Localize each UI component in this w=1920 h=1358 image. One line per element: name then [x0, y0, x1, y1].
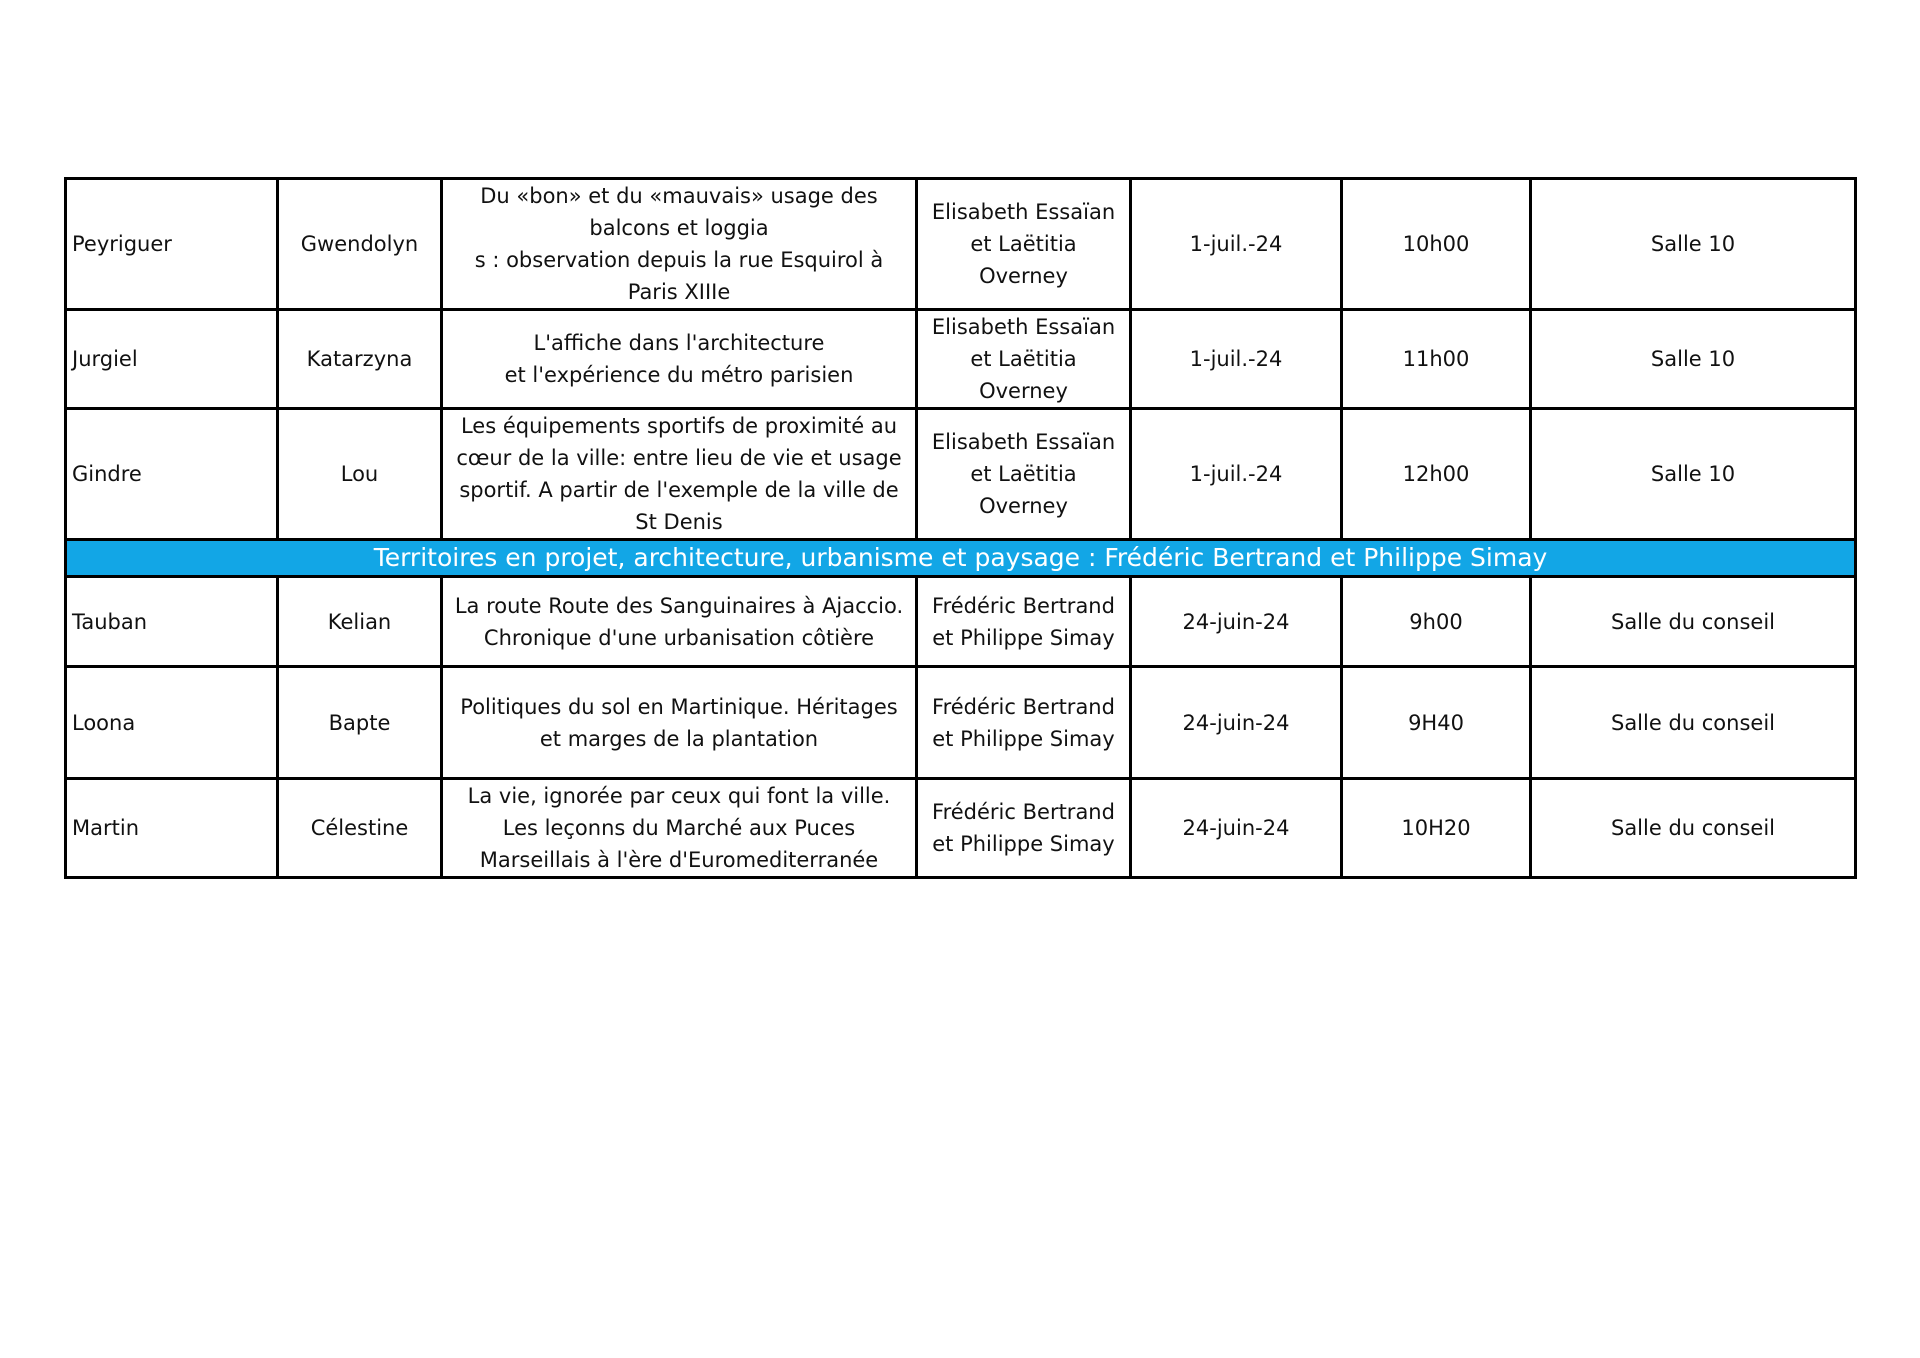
- jury-line: et Philippe Simay: [932, 832, 1115, 856]
- salle-cell: Salle du conseil: [1531, 779, 1856, 878]
- sujet-line: Chronique d'une urbanisation côtière: [483, 625, 875, 650]
- jury-line: et Laëtitia: [970, 347, 1077, 371]
- jury-line: et Philippe Simay: [932, 726, 1115, 751]
- jury-cell: [917, 779, 1131, 878]
- date-cell: 1-juil.-24: [1131, 179, 1342, 310]
- sujet-line: balcons et loggia: [589, 216, 769, 240]
- prenom-cell: Lou: [278, 409, 442, 540]
- jury-line: Frédéric Bertrand: [932, 694, 1115, 719]
- sujet-line: et marges de la plantation: [539, 726, 819, 751]
- salle-cell: Salle 10: [1531, 179, 1856, 310]
- table-row: [66, 779, 1856, 878]
- jury-line: et Laëtitia: [970, 232, 1077, 256]
- salle-cell: Salle 10: [1531, 409, 1856, 540]
- sujet-line: Les équipements sportifs de proximité au: [460, 414, 898, 438]
- table-row: [66, 577, 1856, 667]
- sujet-line: La route Route des Sanguinaires à Ajaccio.: [454, 593, 904, 618]
- sujet-line: La vie, ignorée par ceux qui font la ville.: [467, 784, 891, 808]
- soutenances-table: [64, 177, 1857, 879]
- sujet-line: et l'expérience du métro parisien: [504, 363, 854, 387]
- jury-line: Frédéric Bertrand: [932, 593, 1115, 618]
- sujet-line: Les leçonns du Marché aux Puces: [502, 816, 856, 840]
- salle-cell: Salle du conseil: [1531, 577, 1856, 667]
- sujet-cell: [442, 577, 917, 667]
- nom-cell: Tauban: [66, 577, 278, 667]
- jury-line: Overney: [979, 264, 1068, 288]
- prenom-cell: Célestine: [278, 779, 442, 878]
- salle-cell: Salle 10: [1531, 310, 1856, 409]
- nom-cell: Jurgiel: [66, 310, 278, 409]
- jury-cell: [917, 409, 1131, 540]
- jury-line: Elisabeth Essaïan: [931, 430, 1116, 454]
- section-title: Territoires en projet, architecture, urbanisme et paysage : Frédéric Bertrand et Philippe Simay: [66, 540, 1856, 577]
- table-row: [66, 310, 1856, 409]
- sujet-cell: [442, 779, 917, 878]
- date-cell: 24-juin-24: [1131, 779, 1342, 878]
- nom-cell: Loona: [66, 667, 278, 779]
- section-header-row: [66, 540, 1856, 577]
- sujet-line: sportif. A partir de l'exemple de la ville de: [459, 478, 899, 502]
- jury-cell: [917, 179, 1131, 310]
- sujet-cell: [442, 667, 917, 779]
- jury-line: Elisabeth Essaïan: [931, 315, 1116, 339]
- sujet-line: Politiques du sol en Martinique. Héritages: [460, 694, 898, 719]
- sujet-line: s : observation depuis la rue Esquirol à: [474, 248, 884, 272]
- nom-cell: Martin: [66, 779, 278, 878]
- jury-line: Frédéric Bertrand: [932, 800, 1115, 824]
- date-cell: 1-juil.-24: [1131, 310, 1342, 409]
- nom-cell: Gindre: [66, 409, 278, 540]
- table-row: [66, 667, 1856, 779]
- sujet-line: Du «bon» et du «mauvais» usage des: [480, 184, 878, 208]
- sujet-line: cœur de la ville: entre lieu de vie et usage: [456, 446, 902, 470]
- table-row: [66, 179, 1856, 310]
- sujet-line: Paris XIIIe: [627, 280, 731, 304]
- prenom-cell: Katarzyna: [278, 310, 442, 409]
- sujet-line: Marseillais à l'ère d'Euromediterranée: [479, 848, 879, 872]
- prenom-cell: Bapte: [278, 667, 442, 779]
- salle-cell: Salle du conseil: [1531, 667, 1856, 779]
- jury-line: Elisabeth Essaïan: [931, 200, 1116, 224]
- date-cell: 24-juin-24: [1131, 577, 1342, 667]
- heure-cell: 12h00: [1342, 409, 1531, 540]
- jury-cell: [917, 577, 1131, 667]
- jury-cell: [917, 667, 1131, 779]
- heure-cell: 10H20: [1342, 779, 1531, 878]
- date-cell: 24-juin-24: [1131, 667, 1342, 779]
- date-cell: 1-juil.-24: [1131, 409, 1342, 540]
- heure-cell: 10h00: [1342, 179, 1531, 310]
- jury-cell: [917, 310, 1131, 409]
- jury-line: Overney: [979, 494, 1068, 518]
- heure-cell: 9H40: [1342, 667, 1531, 779]
- sujet-line: St Denis: [635, 510, 723, 534]
- table-row: [66, 409, 1856, 540]
- heure-cell: 11h00: [1342, 310, 1531, 409]
- sujet-cell: [442, 179, 917, 310]
- sujet-cell: [442, 310, 917, 409]
- jury-line: Overney: [979, 379, 1068, 403]
- sujet-line: L'affiche dans l'architecture: [533, 331, 825, 355]
- jury-line: et Laëtitia: [970, 462, 1077, 486]
- heure-cell: 9h00: [1342, 577, 1531, 667]
- sujet-cell: [442, 409, 917, 540]
- prenom-cell: Gwendolyn: [278, 179, 442, 310]
- jury-line: et Philippe Simay: [932, 625, 1115, 650]
- prenom-cell: Kelian: [278, 577, 442, 667]
- nom-cell: Peyriguer: [66, 179, 278, 310]
